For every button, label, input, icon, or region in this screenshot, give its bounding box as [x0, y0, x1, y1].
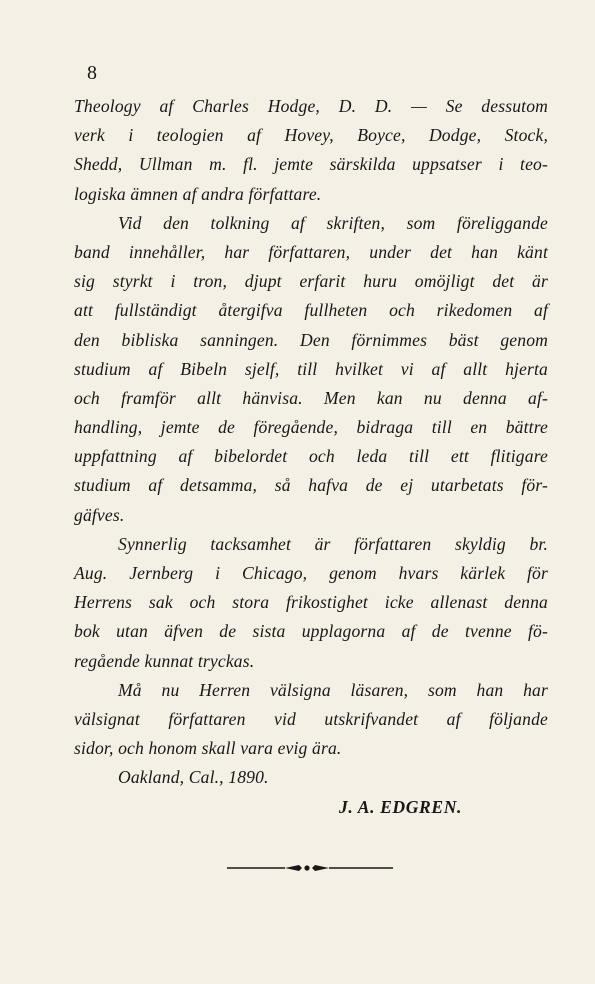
- text-line: regående kunnat tryckas.: [74, 650, 255, 671]
- text-line: och framför allt hänvisa. Men kan nu denna af-: [74, 387, 548, 408]
- text-line: den bibliska sanningen. Den förnimmes bäst genom: [74, 329, 548, 350]
- text-line: Vid den tolkning af skriften, som föreliggande: [118, 212, 548, 233]
- text-line: Må nu Herren välsigna läsaren, som han har: [118, 679, 548, 700]
- text-line: gäfves.: [74, 504, 125, 525]
- text-line: bok utan äfven de sista upplagorna af de tvenne fö-: [74, 621, 548, 642]
- text-line: Aug. Jernberg i Chicago, genom hvars kärlek för: [74, 563, 548, 583]
- text-line: att fullständigt återgifva fullheten och rikedomen af: [74, 300, 548, 321]
- body-text: [74, 92, 548, 822]
- text-line: handling, jemte de föregående, bidraga till en bättre: [74, 417, 548, 438]
- place-date: Oakland, Cal., 1890.: [118, 767, 269, 788]
- text-line: uppfattning af bibelordet och leda till ett flitigare: [74, 446, 548, 467]
- text-line: Synnerlig tacksamhet är författaren skyldig br.: [118, 533, 548, 554]
- text-line: studium af Bibeln sjelf, till hvilket vi af allt hjerta: [74, 358, 548, 379]
- text-line: Shedd, Ullman m. fl. jemte särskilda uppsatser i teo-: [74, 154, 548, 175]
- ornament-divider: [227, 862, 393, 874]
- text-line: logiska ämnen af andra författare.: [74, 183, 322, 204]
- text-line: verk i teologien af Hovey, Boyce, Dodge, Stock,: [74, 125, 548, 146]
- text-line: sidor, och honom skall vara evig ära.: [74, 738, 342, 759]
- text-line: studium af detsamma, så hafva de ej utarbetats för-: [74, 475, 548, 496]
- text-line: välsignat författaren vid utskrifvandet af följande: [74, 708, 548, 729]
- text-line: Theology af Charles Hodge, D. D. — Se dessutom: [74, 96, 548, 116]
- text-line: Herrens sak och stora frikostighet icke allenast denna: [74, 592, 548, 613]
- signature: J. A. EDGREN.: [339, 796, 462, 817]
- text-line: band innehåller, har författaren, under det han känt: [74, 241, 548, 262]
- page-number: 8: [87, 62, 97, 84]
- text-line: sig styrkt i tron, djupt erfarit huru omöjligt det är: [74, 271, 548, 292]
